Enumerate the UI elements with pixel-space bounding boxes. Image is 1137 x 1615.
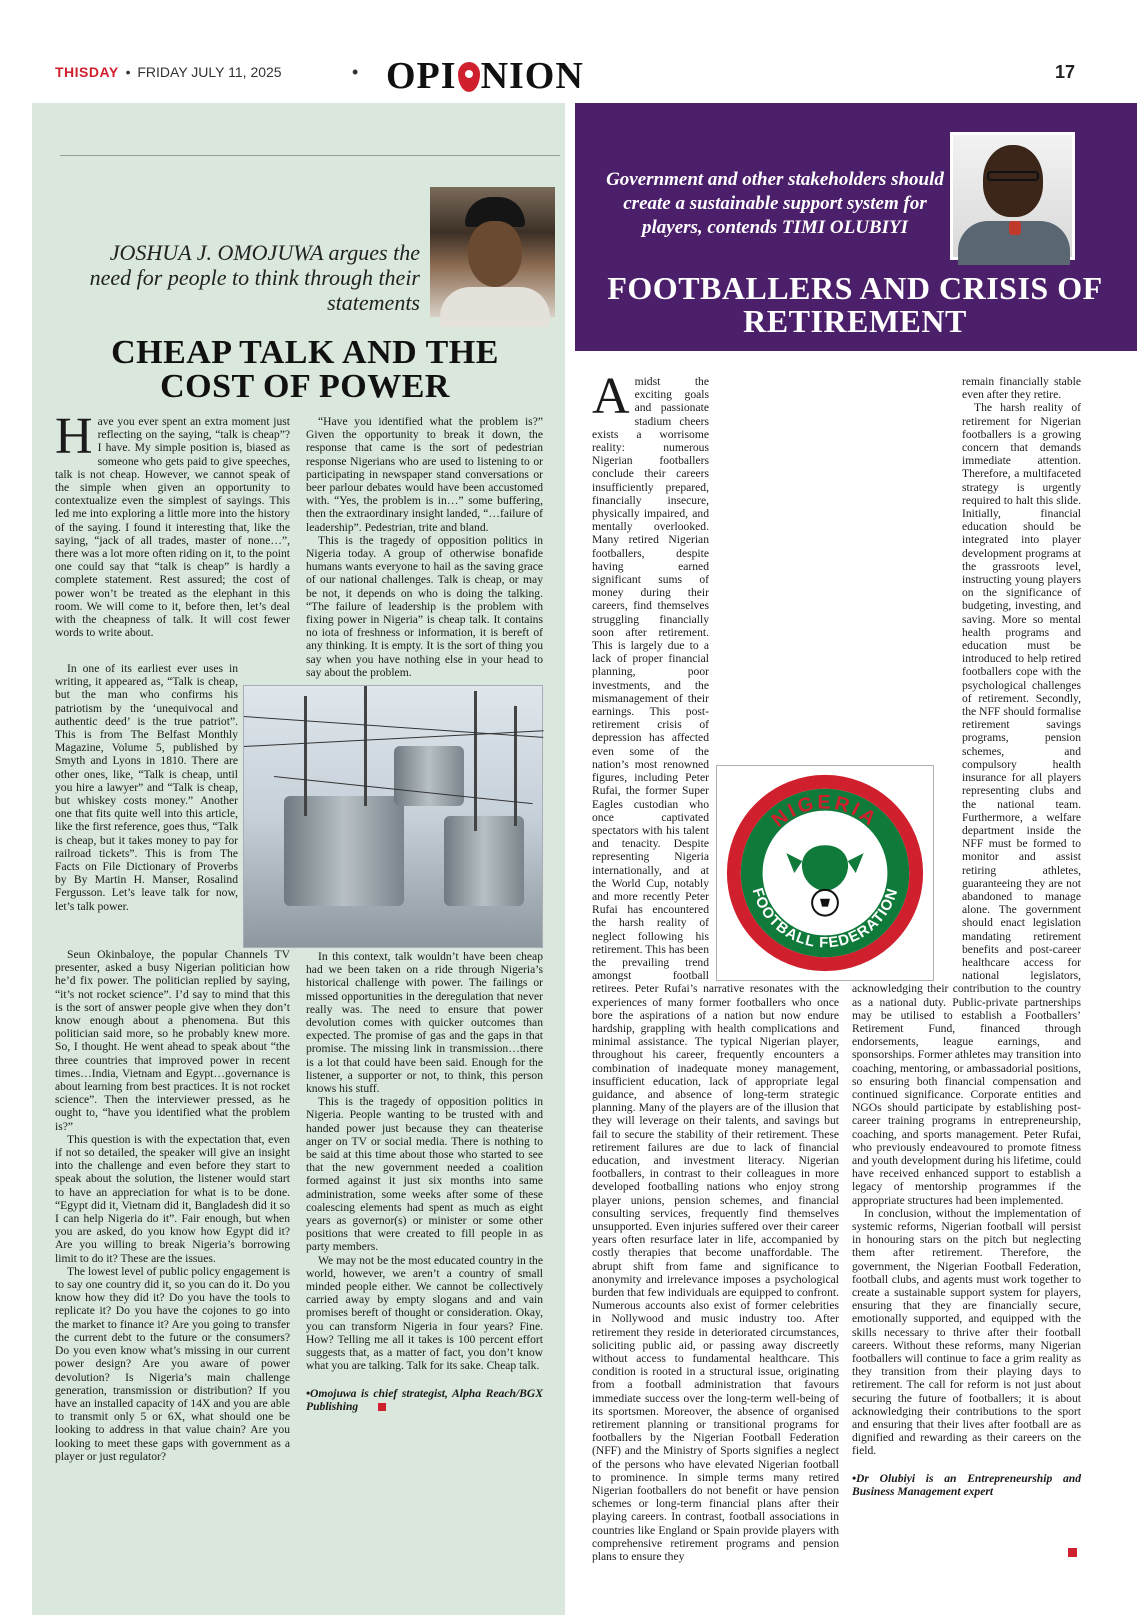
separator: • [125,64,131,80]
left-article-column-2-bottom [306,950,543,1413]
logo-text-top: NIGERIA [767,791,883,832]
right-article-kicker: Government and other stakeholders should create a sustainable support system for players, contends TIMI OLUBIYI [606,169,944,238]
right-article-headline: FOOTBALLERS AND CRISIS OF RETIREMENT [607,270,1103,339]
location-pin-icon [458,62,480,92]
paragraph: In one of its earliest ever uses in writing, it appeared as, “Talk is cheap, but the man who confirms his patriotism by the ‘unequivocal and authentic deed’ is the true patriot”. This is from The Belfast Monthly Magazine, Volume 5, published by Smyth and Lyons in 1810. There are other ones, like, “Talk is cheap, until you hire a lawyer” and “Talk is cheap, but whiskey costs money.” Another one that fits quite well into this article, like the first reference, goes thus, “Talk is cheap, but it takes money to pay for railroad tickets”. This is from The Facts on File Dictionary of Proverbs by By Martin H. Manser, Rosalind Fergusson. Let’s leave talk for now, let’s talk power. [55,662,238,913]
left-article-headline: CHEAP TALK AND THE COST OF POWER [111,334,499,405]
dropcap: H [55,408,93,465]
paragraph: This is the tragedy of opposition politics in Nigeria today. A group of otherwise bonafide humans wants everyone to hail as the saving grace of our national challenges. Talk is cheap, or may be not, it depends on who is doing the talking. “The failure of leadership is the problem with fixing power in Nigeria” is cheap talk. It contains no iota of freshness or information, it is bereft of any thinking. It is empty. It is the sort of thing you say when you have nothing else in your head to say about the problem. [306,533,543,679]
page-header [0,0,1137,100]
author-note: •Dr Olubiyi is an Entrepreneurship and Business Management expert [852,1471,1081,1498]
author-photo-olubiyi [950,132,1075,260]
dropcap: A [592,368,630,425]
paragraph: This question is with the expectation that, even if not so detailed, the speaker will give an insight into the challenge and even before they start to speak about the solution, the listener would start to have an appreciation for what is to be done. “Egypt did it, Vietnam did it, Bangladesh did it so I can help Nigeria do it”. Fair enough, but when you are asked, do you know how Egypt did it? Are you willing to break Nigeria’s borrowing limit to do it? These are the issues. [55,1132,290,1265]
paragraph: The harsh reality of retirement for Nigerian footballers is a growing concern that demands immediate attention. Therefore, a multifaceted strategy is urgently required to halt this slide. Initially, financial education should be integrated into player development programs at the grassroots level, instructing young players on the significance of budgeting, investing, and saving. More so mental health programs and education must be introduced to help retired footballers cope with the psychological challenges of retirement. Secondly, the NFF should formalise retirement savings programs, pension schemes, and compulsory health insurance for all players representing clubs and the national team. Furthermore, a welfare department inside the NFF must be formed to monitor and assist retiring athletes, guaranteeing they are not abandoned to manage alone. The government should enact legislation mandating retirement benefits and post-career healthcare access for national legislators, acknowledging their contribution to the country as a national duty. Public-private partnerships may be utilised to establish a Footballers’ Retirement Fund, financed through endorsements, league earnings, and sponsorships. Former athletes may transition into coaching, mentoring, or ambassadorial positions, so ensuring both financial compensation and continued significance. Corporate entities and NGOs should participate by establishing post-career training programs in entrepreneurship, coaching, and sports management. Peter Rufai, who previously endeavoured to promote fitness and youth development during his lifetime, could have received enhanced support to establish a legacy of mentorship programmes if the appropriate structures had been implemented. [852,401,1081,1207]
paragraph: In conclusion, without the implementation of systemic reforms, Nigerian football will persist in honouring stars on the pitch but neglecting them after retirement. Therefore, the government, the Nigerian Football Federation, football clubs, and agents must work together to create a sustainable support system for players, ensuring that they are financially secure, emotionally supported, and equipped with the skills necessary to thrive after their football careers. Without these reforms, many Nigerian footballers will continue to face a grim reality as they transition from their playing days to retirement. The call for reform is not just about securing the future of footballers; it is about acknowledging their contributions to the sport and ensuring that their lives after football are as dignified and rewarding as their careers on the field. [852,1206,1081,1458]
page-number: 17 [1055,62,1076,82]
left-article-column-2-top [306,415,543,683]
divider [60,155,560,156]
paragraph: remain financially stable even after they retire. [962,375,1081,402]
left-article-column-1 [55,408,290,640]
paragraph: Seun Okinbaloye, the popular Channels TV presenter, asked a busy Nigerian politician how he’d fix power. The politician replied by saying, “it’s not rocket science”. I’d say to mind that this is the sort of answer people give when they don’t know enough about a phenomena. But this politician said more, so he probably knew more. So, I thought. He went ahead to speak about “the three countries that improved power in recent times…India, Vietnam and Egypt…governance is about learning from best practices. It is not rocket science”. Then the interviewer pressed, as he ought to, “have you identified what the problem is?” [55,948,290,1133]
paragraph: ave you ever spent an extra moment just reflecting on the saying, “talk is cheap”? I have. My simple position is, biased as someone who gets paid to give speeches, talk is not cheap. However, we cannot speak of the simple when given an opportunity to contextualize even the simplest of sayings. This led me into exploring a little more into the history of the saying. I found it interesting that, like the saying, “jack of all trades, master of none…”, there was a lot more often riding on it, to the point one could say that “talk is cheap” is hardly a complete statement. Rest assured; the cost of power won’t be treated as the elephant in this room. We will come to it, before then, let’s deal with the cheapness of talk. It will cost fewer words to write about. [55,415,290,640]
author-note: •Omojuwa is chief strategist, Alpha Reach/BGX Publishing [306,1386,543,1413]
end-mark [378,1403,386,1411]
paragraph: In this context, talk wouldn’t have been cheap had we been taken on a ride through Nigeria’s historical challenge with power. The failings or missed opportunities in the deregulation that never really was. The need to ensure that power devolution comes with quicker outcomes than expected. The promise of gas and the gaps in that promise. The missing link in transmission…there is a lot that could have been said. Enough for the listener, a supporter or not, to think, this person knows his stuff. [306,950,543,1096]
paper-name: THISDAY [55,64,119,80]
paragraph: midst the exciting goals and passionate stadium cheers exists a worrisome reality: numerous Nigerian footballers conclude their careers insufficiently prepared, financially insecure, physically impaired, and mentally overlooked. Many retired Nigerian footballers, despite having earned significant sums of money during their careers, find themselves struggling financially soon after retirement. This is largely due to a lack of proper financial planning, poor investments, and the mismanagement of their earnings. This post-retirement crisis of depression has affected even some of the nation’s most renowned figures, including Peter Rufai, the former Super Eagles custodian who once captivated spectators with his talent and tenacity. Despite representing Nigeria internationally, and at the World Cup, notably and more recently Peter Rufai has encountered the harsh reality of neglect following his retirement. This has been the prevailing trend amongst football retirees. Peter Rufai’s narrative resonates with the experiences of many former footballers who once bore the aspirations of a nation but now endure hardship, grappling with health complications and minimal assistance. The typical Nigerian player, throughout his career, frequently encounters a combination of inadequate money management, insufficient education, lack of appropriate legal guidance, and absence of long-term strategic planning. Many of the players are of the illusion that they will leverage on their talents, and savings but fail to secure the stability of their retirement. These retirement failures are due to lack of financial education, and investment literacy. Nigerian footballers, in contrast to their colleagues in more developed footballing nations who enjoy strong player unions, pension schemes, and financial consulting services, frequently find themselves unsupported. Even injuries suffered over their career years often resurface later in life, accompanied by costly therapies that become unaffordable. The abrupt shift from fame and significance to anonymity and irrelevance imposes a psychological burden that few individuals are equipped to confront. Numerous accounts also exist of former celebrities in Nollywood and music industry too. After retirement they reside in deteriorated circumstances, soliciting public aid, or passing away discreetly without access to fundamental healthcare. This condition is rooted in a structural issue, originating from a football administration that favours immediate success over the long-term well-being of its sportsmen. Moreover, the absence of organised retirement planning or transitional programs for footballers by the Nigerian Football Federation (NFF) and the Ministry of Sports signifies a neglect of the persons who have elevated Nigerian football to prominence. In simple terms many retired Nigerian footballers do not benefit or have pension schemes or long-term financial plans after their playing careers. In contrast, football associations in countries like England or Spain provide players with comprehensive retirement programs and pension plans to ensure they [592,375,839,1564]
left-article-column-1-continued [55,662,238,913]
end-mark [1068,1548,1077,1557]
paragraph: The lowest level of public policy engagement is to say one country did it, so you can do it. Do you know how they did it? Do you have the tools to replicate it? Do you have the cojones to go into the market to finance it? Are you going to transfer the current debt to the future or the consumers? Do you even know what’s missing in our current power design? Are you aware of power devolution? Is Nigeria’s main challenge generation, transmission or distribution? If you have an installed capacity of 14X and you are able to transmit only 5 or 6X, what should one be looking to address in that value chain? Are you looking to meet these gaps with government as a player or just regulator? [55,1264,290,1463]
author-photo-omojuwa [430,187,555,317]
nff-crest-icon [717,766,933,980]
issue-date: FRIDAY JULY 11, 2025 [137,64,282,80]
section-bullet: • [352,62,359,82]
section-title: OPI NION [386,55,584,97]
left-article-kicker: JOSHUA J. OMOJUWA argues the need for people to think through their statements [89,240,420,315]
masthead [55,64,282,80]
power-transformer-photo [243,685,543,948]
left-article-column-1-lower [55,948,290,1463]
logo-text-bottom: FOOTBALL FEDERATION [748,886,902,952]
nff-logo [716,765,934,981]
paragraph: This is the tragedy of opposition politics in Nigeria. People wanting to be trusted with and handed power just because they can theaterise anger on TV or social media. There is nothing to be said at this time about those who started to see that the new government needed a coalition formed against it just six months into same administration, some weeks after some of these coalescing elements had spent as much as eight years as governor(s) or minister or some other positions that were created to fill people in as party members. [306,1095,543,1254]
paragraph: We may not be the most educated country in the world, however, we aren’t a country of small minded people either. We cannot be collectively carried away by empty slogans and and vain promises bereft of thought or consideration. Okay, you can transform Nigeria in four years? Fine. How? Telling me all it takes is 100 percent effort suggests that, as a matter of fact, you don’t know what you are talking. Talk for its sake. Cheap talk. [306,1253,543,1373]
paragraph: “Have you identified what the problem is?” Given the opportunity to break it down, the response that came is the sort of pedestrian response Nigerians who are used to listening to or participating in newspaper stand conversations or beer parlour debates would have been accustomed with. “Yes, the problem is in…” some buffering, then the extraordinary insight landed, “…failure of leadership”. Pedestrian, trite and bland. [306,415,543,534]
